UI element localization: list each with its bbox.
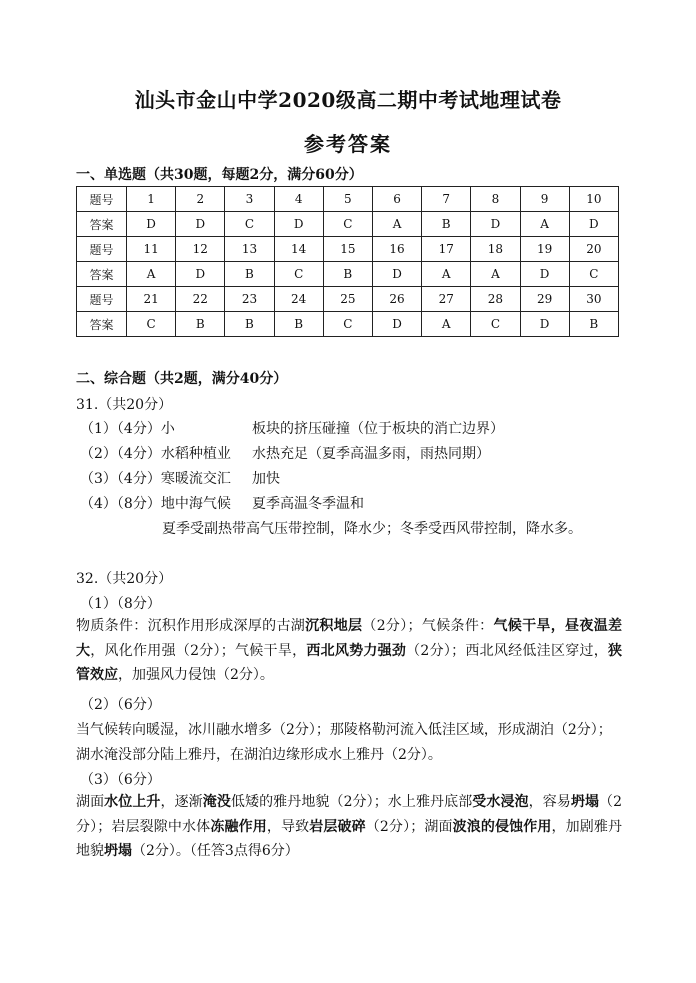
q32-part3-label: （3）（6分） [80, 772, 161, 788]
table-row [77, 237, 619, 262]
answer-cell: D [372, 262, 421, 287]
row-label-answer: 答案 [77, 312, 127, 337]
answer-cell: C [471, 312, 520, 337]
q31-item-1-label: （1）（4分）小 [80, 421, 175, 437]
answer-text: ，逐渐 [160, 794, 203, 810]
q31-item-4-continuation: 夏季受副热带高气压带控制，降水少；冬季受西风带控制，降水多。 [162, 521, 582, 537]
key-point: 气候干旱，昼夜温差大 [76, 618, 623, 659]
answer-text: ，导致 [266, 818, 310, 835]
page-subtitle: 参考答案 [304, 132, 392, 156]
answer-cell: C [569, 262, 618, 287]
question-number: 13 [225, 237, 274, 262]
answer-text: ，容易 [528, 794, 571, 810]
table-row [77, 262, 619, 287]
answer-cell: B [422, 212, 471, 237]
key-point: 坍塌 [104, 843, 132, 859]
answer-text: ，加剧雅丹地貌 [76, 818, 623, 859]
answer-cell: D [569, 212, 618, 237]
question-number: 22 [176, 287, 225, 312]
question-number: 16 [372, 237, 421, 262]
question-number: 18 [471, 237, 520, 262]
section1-heading: 一、单选题（共30题，每题2分，满分60分） [76, 167, 363, 183]
q31-item-4-answer: 夏季高温冬季温和 [252, 496, 364, 512]
q31-header: 31.（共20分） [76, 397, 173, 413]
answer-text: （2分）；湖面 [365, 818, 453, 835]
question-number: 23 [225, 287, 274, 312]
question-number: 3 [225, 187, 274, 212]
q31-item-1 [80, 418, 504, 438]
question-number: 6 [372, 187, 421, 212]
table-row [77, 312, 619, 337]
answer-cell: B [176, 312, 225, 337]
question-number: 20 [569, 237, 618, 262]
q32-part2-line2: 湖水淹没部分陆上雅丹，在湖泊边缘形成水上雅丹（2分）。 [76, 747, 442, 763]
key-point: 波浪的侵蚀作用 [452, 818, 552, 835]
question-number: 8 [471, 187, 520, 212]
q31-item-3-answer: 加快 [252, 471, 280, 487]
answer-cell: A [127, 262, 176, 287]
q32-part1-label: （1）（8分） [80, 596, 161, 612]
answer-cell: D [520, 312, 569, 337]
answer-cell: D [176, 262, 225, 287]
question-number: 11 [127, 237, 176, 262]
answer-text: ，风化作用强（2分）；气候干旱， [90, 642, 307, 659]
question-number: 1 [127, 187, 176, 212]
q32-part2-label: （2）（6分） [80, 697, 161, 713]
question-number: 26 [372, 287, 421, 312]
q32-header: 32.（共20分） [76, 571, 173, 587]
table-row [77, 212, 619, 237]
table-row [77, 187, 619, 212]
answer-cell: C [323, 312, 372, 337]
answer-cell: A [422, 312, 471, 337]
row-label-question: 题号 [77, 287, 127, 312]
answer-cell: A [520, 212, 569, 237]
answer-text: 湖面 [76, 794, 105, 810]
page-title: 汕头市金山中学2020级高二期中考试地理试卷 [134, 88, 562, 112]
answer-text: （2分）；气候条件： [362, 618, 494, 634]
q31-item-3 [80, 468, 280, 488]
answer-cell: A [422, 262, 471, 287]
question-number: 27 [422, 287, 471, 312]
answer-cell: A [372, 212, 421, 237]
section2-heading: 二、综合题（共2题，满分40分） [76, 371, 288, 387]
answer-text: （2分）；西北风经低洼区穿过， [406, 642, 608, 659]
key-point: 冻融作用 [210, 818, 267, 835]
question-number: 17 [422, 237, 471, 262]
key-point: 狭管效应 [76, 642, 622, 683]
question-number: 30 [569, 287, 618, 312]
answer-cell: D [274, 212, 323, 237]
question-number: 21 [127, 287, 176, 312]
answer-cell: C [323, 212, 372, 237]
answer-cell: B [569, 312, 618, 337]
q31-item-4-label: （4）（8分）地中海气候 [80, 496, 231, 512]
question-number: 12 [176, 237, 225, 262]
question-number: 19 [520, 237, 569, 262]
answer-cell: C [225, 212, 274, 237]
question-number: 14 [274, 237, 323, 262]
answer-cell: B [225, 312, 274, 337]
table-row [77, 287, 619, 312]
answer-cell: B [323, 262, 372, 287]
answer-cell: B [225, 262, 274, 287]
answer-text: （2分）。（任答3点得6分） [132, 843, 299, 859]
key-point: 沉积地层 [305, 618, 363, 634]
key-point: 坍塌 [570, 794, 600, 810]
question-number: 29 [520, 287, 569, 312]
key-point: 淹没 [202, 794, 231, 810]
question-number: 15 [323, 237, 372, 262]
q32-part1-answer [76, 614, 622, 688]
answer-cell: D [127, 212, 176, 237]
answer-cell: D [471, 212, 520, 237]
question-number: 9 [520, 187, 569, 212]
row-label-answer: 答案 [77, 262, 127, 287]
row-label-question: 题号 [77, 237, 127, 262]
key-point: 岩层破碎 [309, 818, 366, 835]
answer-cell: B [274, 312, 323, 337]
q31-item-2-answer: 水热充足（夏季高温多雨，雨热同期） [252, 446, 490, 462]
question-number: 10 [569, 187, 618, 212]
q32-part2-line1: 当气候转向暖湿，冰川融水增多（2分）；那陵格勒河流入低洼区域，形成湖泊（2分）； [76, 722, 612, 738]
q31-item-1-answer: 板块的挤压碰撞（位于板块的消亡边界） [252, 421, 504, 437]
q31-item-3-label: （3）（4分）寒暖流交汇 [80, 471, 231, 487]
answer-cell: D [372, 312, 421, 337]
answer-cell: C [274, 262, 323, 287]
answer-cell: D [520, 262, 569, 287]
question-number: 4 [274, 187, 323, 212]
answer-cell: D [176, 212, 225, 237]
answer-cell: C [127, 312, 176, 337]
row-label-question: 题号 [77, 187, 127, 212]
question-number: 2 [176, 187, 225, 212]
mcq-answer-table [76, 186, 619, 337]
question-number: 25 [323, 287, 372, 312]
answer-text: 低矮的雅丹地貌（2分）；水上雅丹底部 [230, 794, 473, 810]
q31-item-2 [80, 443, 490, 463]
answer-text: （2分）；岩层裂隙中水体 [76, 794, 623, 835]
question-number: 28 [471, 287, 520, 312]
answer-text: 物质条件：沉积作用形成深厚的古湖 [76, 618, 306, 634]
question-number: 24 [274, 287, 323, 312]
row-label-answer: 答案 [77, 212, 127, 237]
key-point: 水位上升 [104, 794, 161, 810]
answer-cell: A [471, 262, 520, 287]
q31-item-4 [80, 493, 364, 513]
q31-item-2-label: （2）（4分）水稻种植业 [80, 446, 231, 462]
question-number: 7 [422, 187, 471, 212]
answer-text: ，加强风力侵蚀（2分）。 [118, 667, 274, 683]
key-point: 受水浸泡 [472, 794, 529, 810]
q32-part3-answer [76, 790, 622, 864]
key-point: 西北风势力强劲 [306, 642, 407, 659]
question-number: 5 [323, 187, 372, 212]
